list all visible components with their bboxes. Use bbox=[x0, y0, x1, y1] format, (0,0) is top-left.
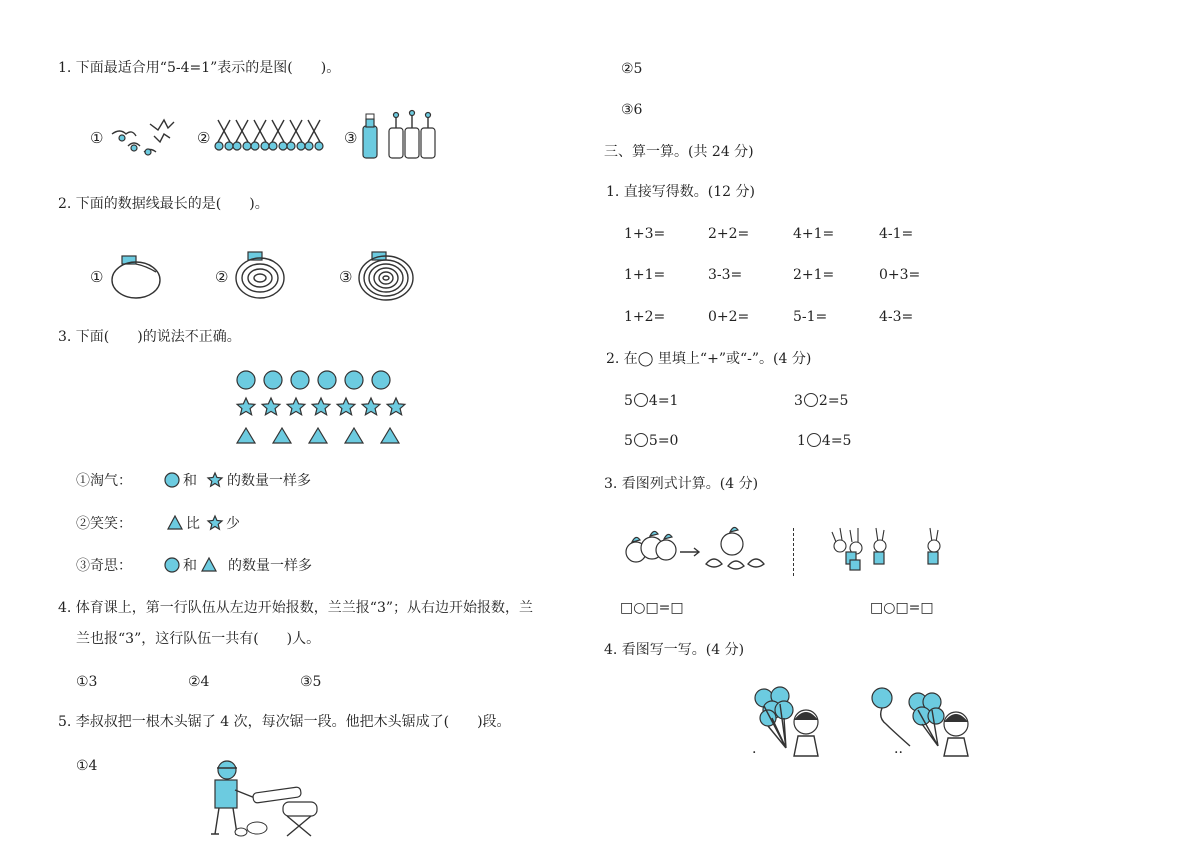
star-icon bbox=[207, 472, 223, 488]
problem-cell: 4+1= bbox=[793, 226, 835, 242]
q2-option-1-label[interactable]: ① bbox=[90, 268, 104, 286]
s3-title: 3. 看图列式计算。(4 分) bbox=[604, 476, 759, 492]
problem-cell: 4-3= bbox=[879, 309, 914, 325]
s2-item-3[interactable] bbox=[624, 432, 678, 450]
triangle-icon bbox=[201, 557, 217, 573]
operand-b: 2=5 bbox=[818, 393, 849, 409]
prev-option-3[interactable]: ③6 bbox=[621, 102, 643, 118]
q2-text: 2. 下面的数据线最长的是( )。 bbox=[58, 196, 269, 212]
circle-icon bbox=[291, 371, 309, 389]
operand-a: 5 bbox=[624, 393, 633, 409]
problem-cell: 2+2= bbox=[708, 226, 750, 242]
cable-long-picture bbox=[356, 250, 416, 304]
operand-a: 5 bbox=[624, 433, 633, 449]
circle-row bbox=[237, 371, 390, 389]
q1-option-2-label[interactable]: ② bbox=[197, 129, 211, 147]
triangle-icon bbox=[273, 428, 291, 443]
star-icon bbox=[337, 398, 355, 415]
operand-a: 1 bbox=[797, 433, 806, 449]
star-icon bbox=[362, 398, 380, 415]
s4-title: 4. 看图写一写。(4 分) bbox=[604, 642, 745, 658]
blank-circle-icon[interactable] bbox=[634, 393, 648, 407]
triangle-row bbox=[237, 428, 399, 443]
scissors-picture bbox=[214, 118, 326, 152]
balloon-girl-2-picture bbox=[870, 684, 980, 762]
operand-b: 5=0 bbox=[648, 433, 679, 449]
q1-text: 1. 下面最适合用“5-4=1”表示的是图( )。 bbox=[58, 60, 341, 76]
q4-line2: 兰也报“3”，这行队伍一共有( )人。 bbox=[76, 631, 321, 647]
q5-option-1[interactable]: ①4 bbox=[76, 758, 98, 774]
and-text: 和 bbox=[183, 558, 197, 574]
circle-icon bbox=[345, 371, 363, 389]
same-amount-text: 的数量一样多 bbox=[228, 558, 312, 574]
s2-item-1[interactable] bbox=[624, 392, 678, 410]
bottles-picture bbox=[360, 110, 442, 162]
circle-icon bbox=[237, 371, 255, 389]
q4-option-1[interactable]: ①3 bbox=[76, 674, 98, 690]
prev-option-2[interactable]: ②5 bbox=[621, 61, 643, 77]
star-icon bbox=[287, 398, 305, 415]
s2-title: 2. 在◯ 里填上“+”或“-”。(4 分) bbox=[606, 351, 812, 367]
dot-mark-a: . bbox=[752, 741, 757, 757]
q3-text: 3. 下面( )的说法不正确。 bbox=[58, 329, 241, 345]
q2-option-3-label[interactable]: ③ bbox=[339, 268, 353, 286]
problem-cell: 1+2= bbox=[624, 309, 666, 325]
fruit-picture bbox=[622, 524, 778, 576]
triangle-icon bbox=[345, 428, 363, 443]
q4-option-2[interactable]: ②4 bbox=[188, 674, 210, 690]
star-icon bbox=[312, 398, 330, 415]
star-icon bbox=[387, 398, 405, 415]
same-amount-text: 的数量一样多 bbox=[227, 473, 311, 489]
blank-circle-icon[interactable] bbox=[804, 393, 818, 407]
q5-text: 5. 李叔叔把一根木头锯了 4 次，每次锯一段。他把木头锯成了( )段。 bbox=[58, 714, 511, 730]
q4-line1: 4. 体育课上，第一行队伍从左边开始报数，兰兰报“3”；从右边开始报数，兰 bbox=[58, 600, 534, 616]
s2-item-2[interactable] bbox=[794, 392, 848, 410]
smile-label: ②笑笑： bbox=[76, 516, 132, 532]
less-text: 少 bbox=[226, 516, 240, 532]
triangle-icon bbox=[309, 428, 327, 443]
problem-cell: 1+1= bbox=[624, 267, 666, 283]
operand-b: 4=5 bbox=[821, 433, 852, 449]
problem-cell: 0+3= bbox=[879, 267, 921, 283]
dot-mark-b: .. bbox=[894, 741, 903, 757]
balloon-girl-1-picture bbox=[750, 684, 830, 762]
triangle-icon bbox=[167, 515, 183, 531]
birds-picture bbox=[108, 112, 183, 158]
qisi-label: ③奇思： bbox=[76, 558, 132, 574]
s1-title: 1. 直接写得数。(12 分) bbox=[606, 184, 755, 200]
naughty-label: ①淘气： bbox=[76, 473, 132, 489]
q1-option-1-label[interactable]: ① bbox=[90, 129, 104, 147]
problem-cell: 5-1= bbox=[793, 309, 828, 325]
circle-icon bbox=[318, 371, 336, 389]
shapes-figure bbox=[234, 368, 410, 450]
star-icon bbox=[207, 515, 223, 531]
star-icon bbox=[237, 398, 255, 415]
circle-icon bbox=[164, 472, 180, 488]
star-icon bbox=[262, 398, 280, 415]
circle-icon bbox=[264, 371, 282, 389]
q4-option-3[interactable]: ③5 bbox=[300, 674, 322, 690]
s2-item-4[interactable] bbox=[797, 432, 851, 450]
cable-medium-picture bbox=[234, 250, 290, 302]
divider bbox=[793, 528, 794, 576]
triangle-icon bbox=[237, 428, 255, 443]
than-text: 比 bbox=[186, 516, 200, 532]
cable-short-picture bbox=[110, 252, 166, 302]
problem-cell: 0+2= bbox=[708, 309, 750, 325]
circle-icon bbox=[372, 371, 390, 389]
and-text: 和 bbox=[183, 473, 197, 489]
blank-circle-icon[interactable] bbox=[807, 433, 821, 447]
blank-circle-icon[interactable] bbox=[634, 433, 648, 447]
circle-icon bbox=[164, 557, 180, 573]
operand-b: 4=1 bbox=[648, 393, 679, 409]
star-row bbox=[237, 398, 405, 415]
problem-cell: 4-1= bbox=[879, 226, 914, 242]
rabbits-picture bbox=[826, 524, 960, 574]
problem-cell: 2+1= bbox=[793, 267, 835, 283]
worker-sawing-picture bbox=[205, 758, 325, 840]
operand-a: 3 bbox=[794, 393, 803, 409]
problem-cell: 3-3= bbox=[708, 267, 743, 283]
q1-option-3-label[interactable]: ③ bbox=[344, 129, 358, 147]
triangle-icon bbox=[381, 428, 399, 443]
problem-cell: 1+3= bbox=[624, 226, 666, 242]
s3-answer-a[interactable]: □○□=□ bbox=[620, 600, 684, 616]
q2-option-2-label[interactable]: ② bbox=[215, 268, 229, 286]
s3-answer-b[interactable]: □○□=□ bbox=[870, 600, 934, 616]
section-3-title: 三、算一算。(共 24 分) bbox=[604, 144, 754, 160]
